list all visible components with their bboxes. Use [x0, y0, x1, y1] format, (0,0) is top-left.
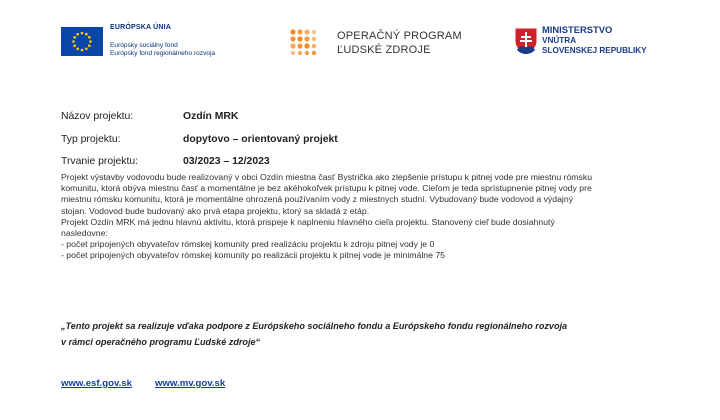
- description-line: - počet pripojených obyvateľov rómskej komunity pred realizáciu projektu k zdroju pitnej vody je 0: [61, 239, 435, 250]
- eu-title: EURÓPSKA ÚNIA: [110, 24, 172, 31]
- project-type-label: Typ projektu:: [61, 134, 121, 145]
- description-line: nasledovne:: [61, 228, 108, 239]
- op-title-line2: ĽUDSKÉ ZDROJE: [337, 44, 431, 56]
- description-line: stojan. Vodovod bude budovaný ako prvá etapa projektu, ktorý sa skladá z etáp.: [61, 205, 370, 216]
- description-line: komunitu, ktorá obýva miestnu časť a momentálne je bez akéhokoľvek prístupu k pitnej vode. Cieľom je teda sprístupnenie pitnej vody pre: [61, 183, 592, 194]
- op-dots-logo-icon: [289, 28, 317, 56]
- description-line: Projekt výstavby vodovodu bude realizovaný v obci Ozdín miestna časť Bystrička ako zlepšenie prístupu k pitnej vode pre miestnu rómsku: [61, 172, 593, 182]
- esf-website-link[interactable]: www.esf.gov.sk: [61, 378, 132, 389]
- eu-flag-logo: [61, 27, 103, 56]
- slovak-coat-of-arms-icon: [514, 27, 538, 55]
- ministry-title-line2: VNÚTRA: [542, 36, 577, 45]
- project-type-value: dopytovo – orientovaný projekt: [183, 134, 338, 145]
- mv-website-link[interactable]: www.mv.gov.sk: [155, 378, 226, 389]
- funding-statement-line1: „Tento projekt sa realizuje vďaka podpore z Európskeho sociálneho fondu a Európskeho fondu regionálneho rozvoja: [61, 321, 568, 331]
- funding-statement-line2: v rámci operačného programu Ľudské zdroje“: [61, 337, 261, 347]
- project-name-value: Ozdín MRK: [183, 111, 239, 122]
- project-name-label: Názov projektu:: [61, 111, 134, 122]
- eu-fund-erdf: Európsky fond regionálneho rozvoja: [110, 50, 216, 57]
- project-duration-value: 03/2023 – 12/2023: [183, 156, 270, 167]
- eu-fund-esf: Európsky sociálny fond: [110, 42, 178, 49]
- funding-statement: [61, 318, 671, 350]
- project-description: [61, 172, 661, 262]
- ministry-title-line1: MINISTERSTVO: [542, 24, 613, 35]
- ministry-title-line3: SLOVENSKEJ REPUBLIKY: [542, 46, 647, 55]
- description-line: - počet pripojených obyvateľov rómskej komunity po realizácii projektu k pitnej vode je minimálne 75: [61, 250, 446, 261]
- project-duration-label: Trvanie projektu:: [61, 156, 139, 167]
- description-line: miestnu rómsku komunitu, ktorá je momentálne ohrozená používaním vody z miestnych studní. Vybudovaný bude vodovod a výdajný: [61, 194, 574, 205]
- op-title-line1: OPERAČNÝ PROGRAM: [337, 30, 462, 42]
- description-line: Projekt Ozdín MRK má jednu hlavnú aktivitu, ktorá prispeje k naplneniu hlavného cieľa projektu. Stanovený cieľ bude dosiahnutý: [61, 216, 555, 227]
